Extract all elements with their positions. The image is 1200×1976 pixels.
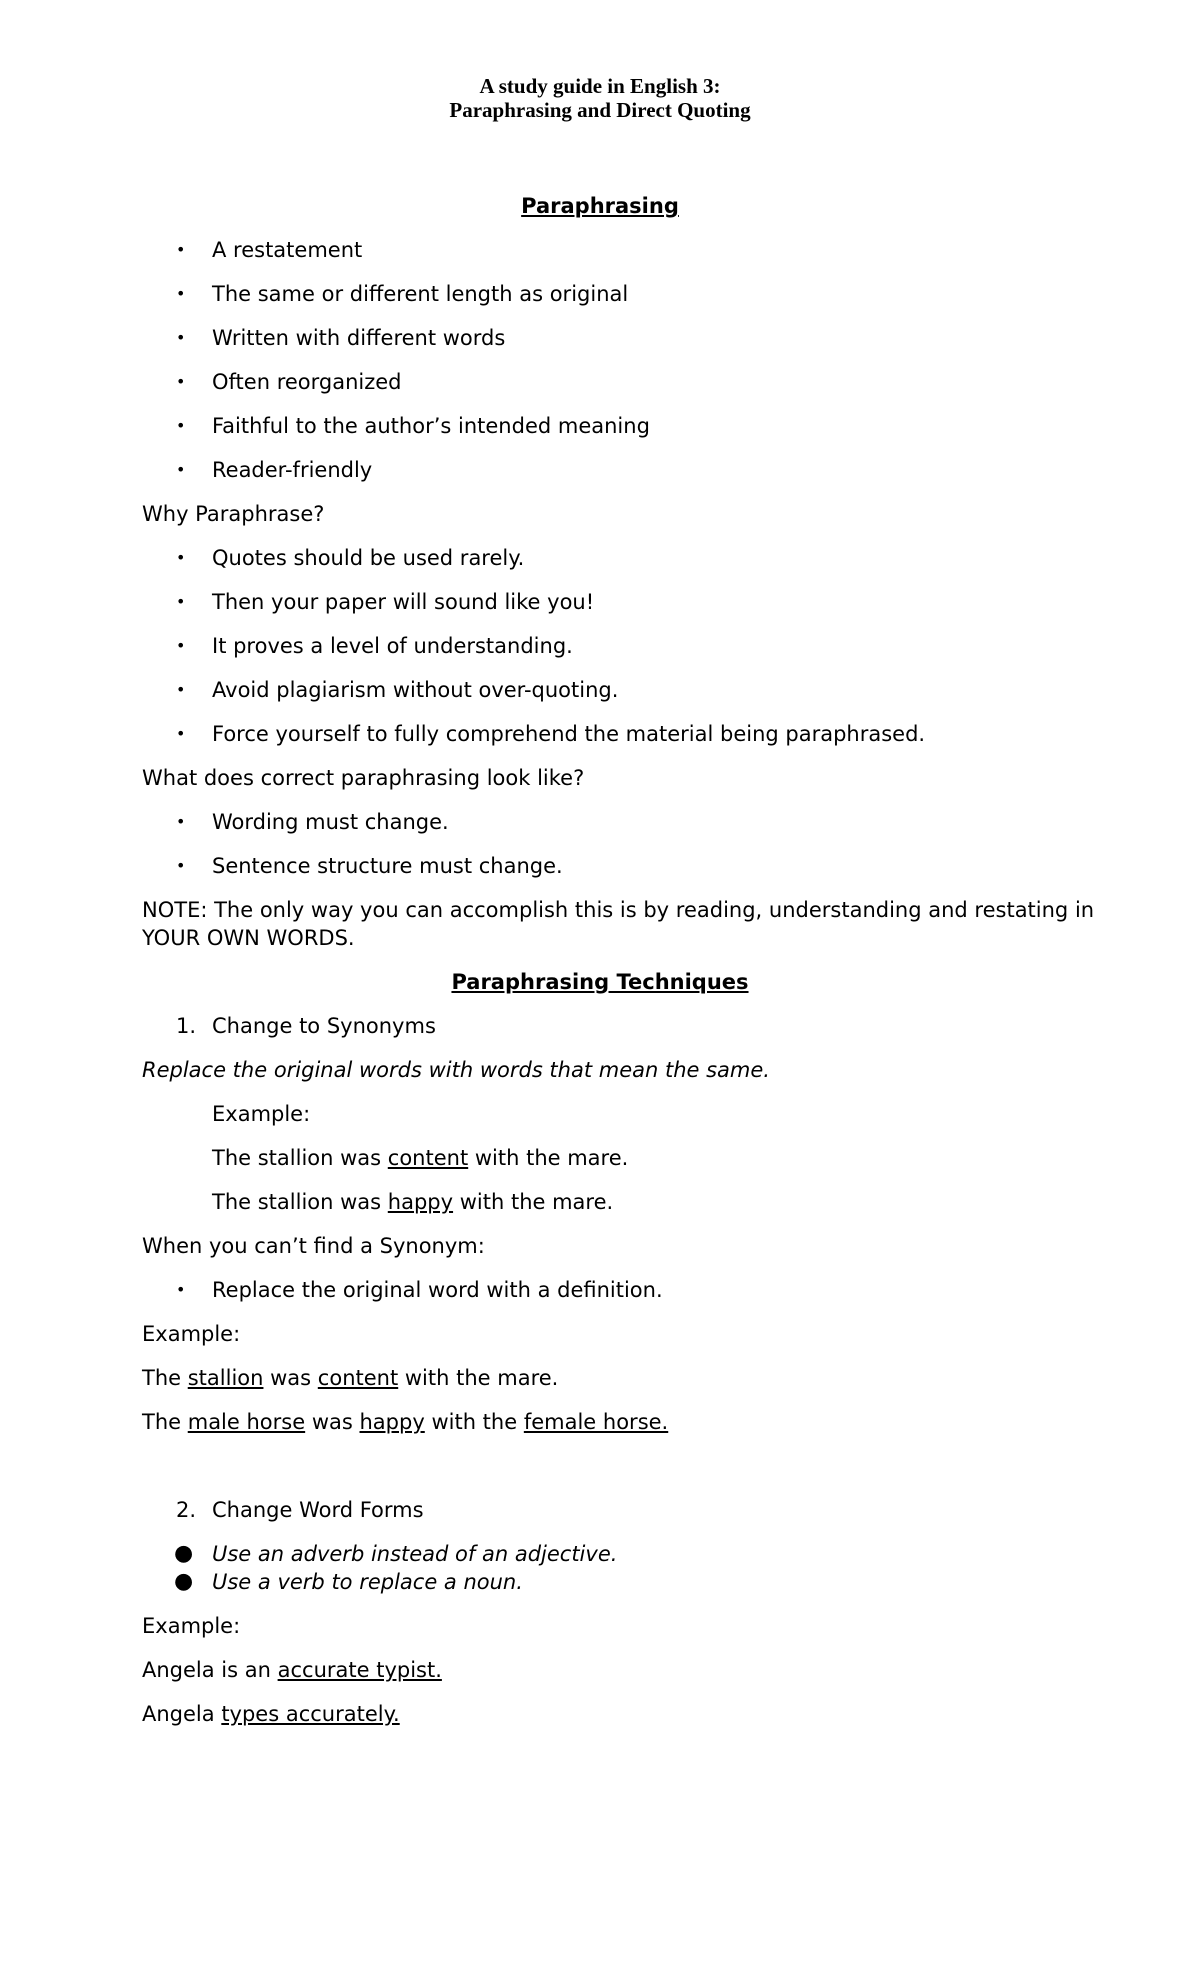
list-item: It proves a level of understanding. [212, 634, 573, 658]
list-item: Sentence structure must change. [212, 854, 563, 878]
example-sentence: Angela is an accurate typist. [142, 1658, 442, 1682]
example-sentence: The stallion was happy with the mare. [212, 1190, 614, 1214]
example-label: Example: [142, 1322, 241, 1346]
bullet-icon: • [176, 812, 186, 831]
list-item: The same or different length as original [212, 282, 629, 306]
list-item: Use an adverb instead of an adjective. [212, 1542, 618, 1566]
list-item: Often reorganized [212, 370, 402, 394]
bullet-icon: • [176, 680, 186, 699]
bullet-icon: • [176, 592, 186, 611]
note-line-2: YOUR OWN WORDS. [142, 926, 355, 950]
bullet-icon: • [176, 372, 186, 391]
bullet-icon: • [176, 724, 186, 743]
list-item: Faithful to the author’s intended meaning [212, 414, 650, 438]
bullet-icon: • [176, 548, 186, 567]
list-item: Avoid plagiarism without over-quoting. [212, 678, 619, 702]
list-item: Reader-friendly [212, 458, 373, 482]
list-item: Quotes should be used rarely. [212, 546, 525, 570]
technique-1-label: Change to Synonyms [212, 1014, 436, 1038]
bullet-icon: • [176, 328, 186, 347]
bullet-icon: ● [174, 1569, 194, 1594]
bullet-icon: • [176, 636, 186, 655]
bullet-icon: • [176, 284, 186, 303]
correct-paraphrasing-heading: What does correct paraphrasing look like? [142, 766, 585, 790]
list-number: 1. [176, 1014, 197, 1038]
list-item: Use a verb to replace a noun. [212, 1570, 523, 1594]
section-heading-techniques: Paraphrasing Techniques [451, 970, 749, 994]
note-line-1: NOTE: The only way you can accomplish this is by reading, understanding and restating in [142, 898, 1095, 922]
example-sentence: Angela types accurately. [142, 1702, 400, 1726]
example-sentence: The stallion was content with the mare. [212, 1146, 629, 1170]
list-item: Written with different words [212, 326, 506, 350]
why-paraphrase-heading: Why Paraphrase? [142, 502, 325, 526]
technique-1-description: Replace the original words with words that mean the same. [142, 1058, 770, 1082]
list-item: Wording must change. [212, 810, 449, 834]
bullet-icon: • [176, 240, 186, 259]
bullet-icon: • [176, 460, 186, 479]
list-number: 2. [176, 1498, 197, 1522]
list-item: Replace the original word with a definition. [212, 1278, 663, 1302]
example-sentence: The stallion was content with the mare. [142, 1366, 559, 1390]
example-sentence: The male horse was happy with the female horse. [142, 1410, 669, 1434]
example-label: Example: [212, 1102, 311, 1126]
technique-2-label: Change Word Forms [212, 1498, 424, 1522]
document-title-line2: Paraphrasing and Direct Quoting [449, 98, 751, 122]
document-title-line1: A study guide in English 3: [479, 74, 721, 98]
no-synonym-heading: When you can’t find a Synonym: [142, 1234, 485, 1258]
section-heading-paraphrasing: Paraphrasing [521, 194, 679, 218]
bullet-icon: • [176, 1280, 186, 1299]
bullet-icon: • [176, 416, 186, 435]
list-item: Then your paper will sound like you! [212, 590, 595, 614]
list-item: Force yourself to fully comprehend the material being paraphrased. [212, 722, 926, 746]
bullet-icon: • [176, 856, 186, 875]
list-item: A restatement [212, 238, 363, 262]
example-label: Example: [142, 1614, 241, 1638]
bullet-icon: ● [174, 1541, 194, 1566]
